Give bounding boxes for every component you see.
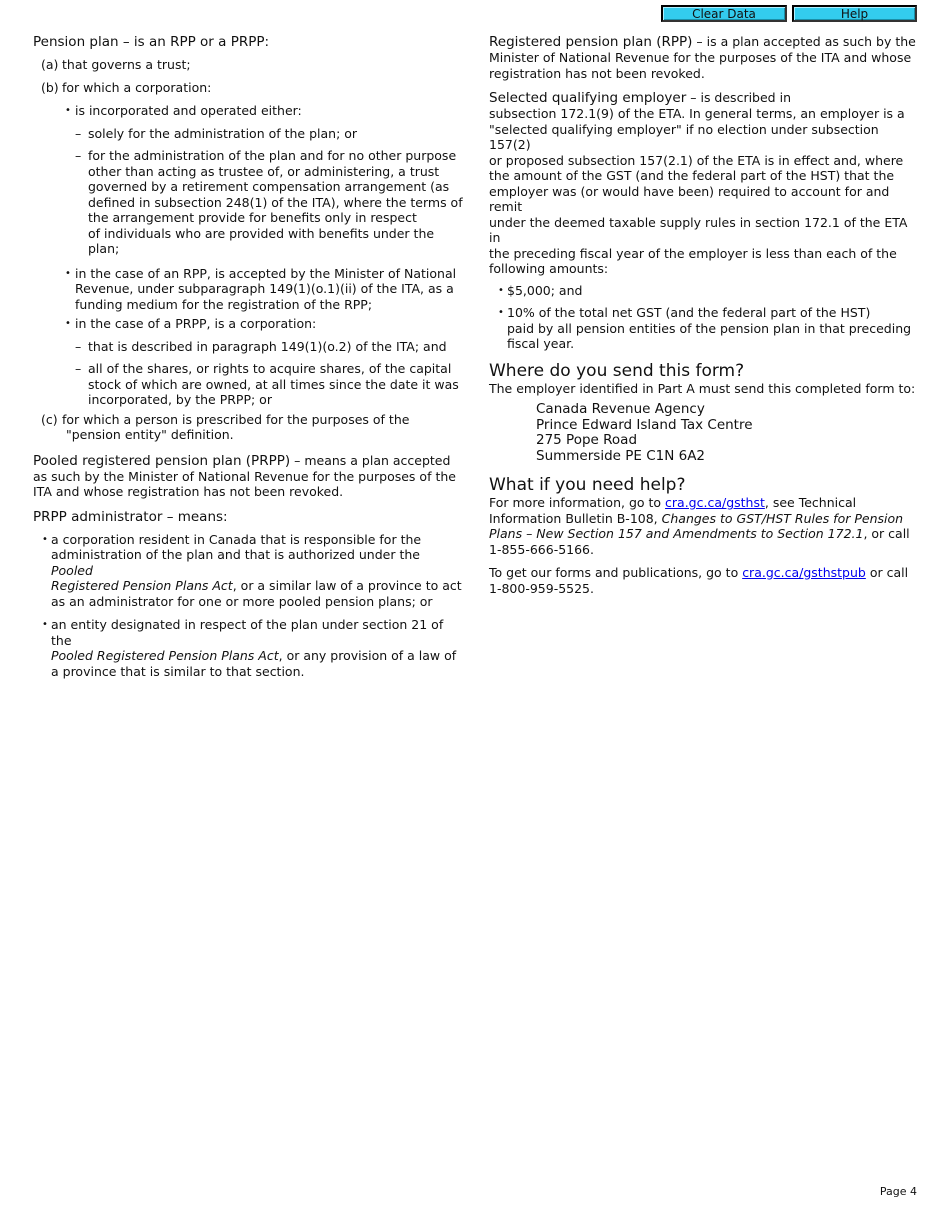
help-button[interactable]: Help [792,5,917,22]
act-title: Pooled Registered Pension Plans Act [51,648,279,663]
pension-plan-definition: Pension plan – is an RPP or a PRPP: [33,34,270,50]
item-text: solely for the administration of the plan; or [88,125,358,141]
text-line: other than acting as trustee of, or administering, a trust [88,163,440,179]
act-title: Registered Pension Plans Act [51,578,233,593]
text-line: employer was (or would have been) required to account for and remit [489,183,890,214]
text-line: funding medium for the registration of the RPP; [75,296,373,312]
item-marker: (b) [41,79,59,95]
send-form-intro: The employer identified in Part A must send this completed form to: [489,380,916,396]
list-item [33,339,463,355]
list-item [33,266,463,313]
forms-paragraph [489,565,919,596]
list-item [33,80,463,96]
list-item [33,412,463,443]
list-item [33,57,463,73]
item-text: is incorporated and operated either: [75,103,302,118]
term-heading: Registered pension plan (RPP) [489,34,693,50]
text-line: For more information, go to [489,495,666,510]
item-marker: (a) [41,57,59,72]
item-text: that is described in paragraph 149(1)(o.2) of the ITA; and [88,338,447,354]
text-line: administration of the plan and that is authorized under the [51,547,420,562]
item-text: for which a corporation: [62,79,212,95]
text-line: governed by a retirement compensation arrangement (as [88,179,450,194]
bullet-marker: • [498,307,504,318]
text-line: as such by the Minister of National Revenue for the purposes of the [33,468,456,484]
text-line: registration has not been revoked. [489,65,705,81]
text-line: , or call [863,526,910,541]
text-line: , see Technical [764,495,857,510]
text-line: for the administration of the plan and for no other purpose [88,148,457,163]
rpp-definition [489,34,919,81]
text-line: , or a similar law of a province to act [232,578,462,593]
item-text: $5,000; and [507,282,583,298]
text-line: for which a person is prescribed for the purposes of the [62,411,410,427]
term-text: – is described in [686,90,791,105]
list-item [33,617,463,679]
item-text: that governs a trust; [62,57,191,72]
text-line: or proposed subsection 157(2.1) of the ETA is in effect and, where [489,152,904,168]
text-line: subsection 172.1(9) of the ETA. In general terms, an employer is a [489,106,905,121]
text-line: the preceding fiscal year of the employer is less than each of the [489,245,897,261]
item-marker: (c) [41,411,58,427]
dash-marker: – [75,148,82,163]
text-line: or call [865,565,909,580]
text-line: Minister of National Revenue for the purposes of the ITA and whose [489,50,912,65]
address-line: 275 Pope Road [536,432,638,448]
text-line: incorporated, by the PRPP; or [88,392,272,407]
text-line: 10% of the total net GST (and the federal part of the HST) [507,305,871,320]
text-line: the arrangement provide for benefits only in respect [88,210,417,225]
text-line: Revenue, under subparagraph 149(1)(o.1)(ii) of the ITA, as a [75,281,454,296]
list-item [33,532,463,610]
text-line: as an administrator for one or more pooled pension plans; or [51,593,433,609]
send-form-heading: Where do you send this form? [489,360,745,381]
phone-number: 1-855-666-5166. [489,541,594,557]
list-item [33,126,463,142]
text-line: Information Bulletin B-108, [489,510,662,526]
clear-data-button[interactable]: Clear Data [661,5,787,22]
text-line: defined in subsection 248(1) of the ITA), where the terms of [88,194,463,210]
list-item [489,283,919,299]
act-title: Pooled [51,562,93,578]
bullet-marker: • [65,105,71,116]
text-line: ITA and whose registration has not been revoked. [33,484,344,499]
text-line: , or any provision of a law of [278,648,457,663]
text-line: a corporation resident in Canada that is responsible for the [51,531,422,547]
text-line: the amount of the GST (and the federal part of the HST) that the [489,168,895,183]
term-text: – is a plan accepted as such by the [692,34,916,49]
phone-number: 1-800-959-5525. [489,580,594,596]
text-line: all of the shares, or rights to acquire shares, of the capital [88,361,452,376]
bulletin-title: Plans – New Section 157 and Amendments to Section 172.1 [489,526,864,541]
list-item [489,305,919,352]
address-line: Prince Edward Island Tax Centre [536,416,753,433]
text-line: stock of which are owned, at all times since the date it was [88,376,459,392]
mailing-address [489,402,919,464]
text-line: To get our forms and publications, go to [489,565,743,580]
dash-marker: – [75,361,82,376]
list-item [33,148,463,257]
list-item [33,103,463,119]
list-item [33,361,463,408]
text-line: in the case of an RPP, is accepted by the Minister of National [75,265,457,281]
term-heading: Pooled registered pension plan (PRPP) [33,452,291,469]
dash-marker: – [75,338,82,354]
help-heading: What if you need help? [489,475,686,495]
bullet-marker: • [65,318,71,329]
text-line: paid by all pension entities of the pension plan in that preceding [507,320,912,336]
text-line: fiscal year. [507,336,575,351]
dash-marker: – [75,125,82,141]
term-text: – means a plan accepted [290,452,451,468]
prpp-administrator-definition: PRPP administrator – means: [33,508,228,525]
address-line: Canada Revenue Agency [536,401,705,417]
text-line: of individuals who are provided with benefits under the plan; [88,225,435,256]
bullet-marker: • [498,284,504,296]
gsthstpub-link[interactable]: cra.gc.ca/gsthstpub [742,565,866,580]
text-line: an entity designated in respect of the plan under section 21 of the [51,617,444,648]
text-line: "selected qualifying employer" if no election under subsection 157(2) [489,121,879,152]
bullet-marker: • [42,619,48,630]
text-line: under the deemed taxable supply rules in section 172.1 of the ETA in [489,214,908,245]
text-line: a province that is similar to that section. [51,663,305,679]
sqe-definition [489,90,919,277]
bullet-marker: • [42,533,48,545]
bulletin-title: Changes to GST/HST Rules for Pension [661,510,904,526]
term-heading: Selected qualifying employer [489,90,687,106]
page-number: Page 4 [879,1185,917,1198]
left-column [33,34,463,679]
list-item [33,316,463,332]
text-line: "pension entity" definition. [66,427,234,442]
prpp-definition [33,453,463,500]
bullet-marker: • [65,267,71,279]
address-line: Summerside PE C1N 6A2 [536,447,706,464]
text-line: following amounts: [489,261,609,276]
help-paragraph [489,495,919,557]
right-column [489,34,919,596]
item-text: in the case of a PRPP, is a corporation: [75,316,317,331]
gsthst-link[interactable]: cra.gc.ca/gsthst [665,495,765,510]
